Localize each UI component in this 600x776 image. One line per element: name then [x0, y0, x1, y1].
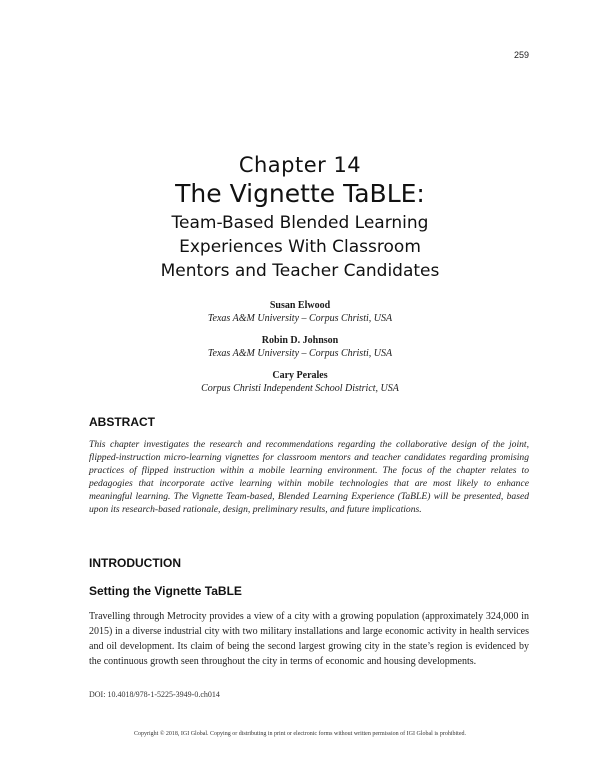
author-affiliation: Corpus Christi Independent School District, USA: [201, 383, 399, 394]
subtitle-line: Experiences With Classroom: [179, 237, 421, 257]
author-affiliation: Texas A&M University – Corpus Christi, USA: [207, 313, 393, 324]
author-affiliation: Texas A&M University – Corpus Christi, USA: [207, 348, 393, 359]
author-name: Susan Elwood: [269, 300, 331, 311]
chapter-title: The Vignette TaBLE:: [175, 179, 425, 208]
page-number: 259: [513, 50, 529, 60]
author-name: Cary Perales: [272, 370, 328, 381]
subtitle-line: Team-Based Blended Learning: [171, 213, 429, 233]
abstract-text: This chapter investigates the research and recommendations regarding the collaborative design of the joint, flipped-instruction micro-learning vignettes for classroom mentors and teacher candidates regarding promising practices of flipped instruction within a mobile learning environment. The focus of the chapter relates to pedagogies that incorporate active learning within mobile technologies that are most likely to enhance meaningful learning. The Vignette Team-based, Blended Learning Experience (TaBLE) will be presented, based upon its research-based rationale, design, preliminary results, and future implications.: [89, 439, 529, 515]
section-subheading: Setting the Vignette TaBLE: [89, 584, 242, 598]
doi-line: DOI: 10.4018/978-1-5225-3949-0.ch014: [89, 690, 220, 699]
author-block: [0, 334, 600, 360]
author-block: [0, 299, 600, 325]
subtitle-line: Mentors and Teacher Candidates: [160, 261, 440, 281]
chapter-label: Chapter 14: [238, 153, 362, 177]
author-block: [0, 369, 600, 395]
body-paragraph: Travelling through Metrocity provides a view of a city with a growing population (approximately 324,000 in 2015) in a diverse industrial city with two military installations and large economic activity in health services and oil development. Its claim of being the second largest growing city in the state’s region is evidenced by the continuous growth seen throughout the city in terms of economic and housing developments.: [89, 611, 529, 667]
author-name: Robin D. Johnson: [261, 335, 339, 346]
chapter-subtitle: [0, 211, 600, 283]
copyright-notice: Copyright © 2018, IGI Global. Copying or distributing in print or electronic forms without written permission of IGI Global is prohibited.: [133, 731, 466, 737]
introduction-heading: INTRODUCTION: [89, 556, 181, 570]
abstract-heading: ABSTRACT: [89, 415, 155, 429]
